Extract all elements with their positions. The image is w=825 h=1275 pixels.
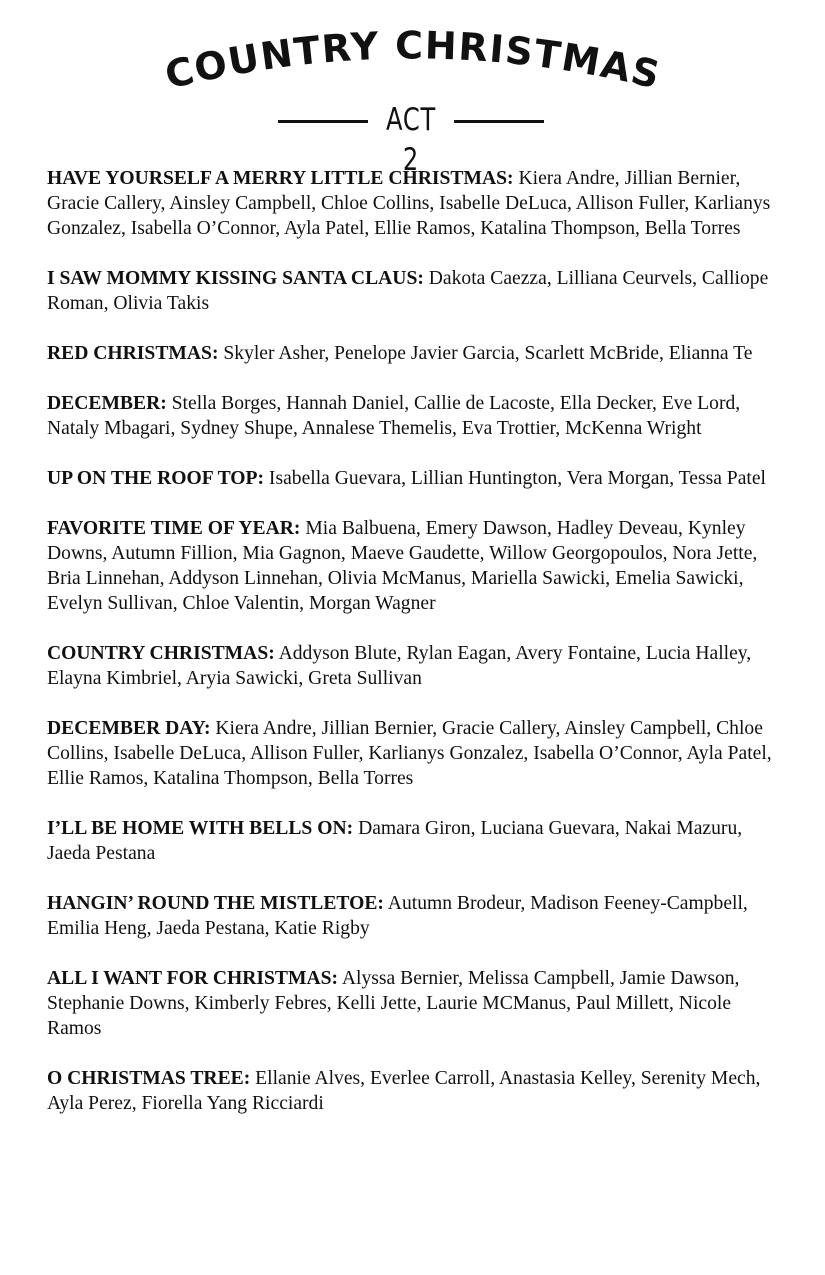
act-heading bbox=[0, 100, 825, 178]
song-cast: Stella Borges, Hannah Daniel, Callie de Lacoste, Ella Decker, Eve Lord, Nataly Mbagari, Sydney Shupe, Annalese Themelis, Eva Trottier, McKenna Wright bbox=[47, 393, 741, 439]
song-cast: Mia Balbuena, Emery Dawson, Hadley Deveau, Kynley Downs, Autumn Fillion, Mia Gagnon, Maeve Gaudette, Willow Georgopoulos, Nora Jette, Bria Linnehan, Addyson Linnehan, Olivia McManus, Mariella Sawicki, Emelia Sawicki, Evelyn Sullivan, Chloe Valentin, Morgan Wagner bbox=[47, 518, 758, 614]
song-entry bbox=[47, 266, 783, 316]
song-title: UP ON THE ROOF TOP: bbox=[47, 468, 265, 489]
song-entry bbox=[47, 341, 783, 366]
song-entry bbox=[47, 891, 783, 941]
act-label: ACT 2 bbox=[385, 102, 437, 178]
page-title bbox=[0, 0, 825, 110]
song-cast: Damara Giron, Luciana Guevara, Nakai Mazuru, Jaeda Pestana bbox=[47, 818, 743, 864]
song-cast: Isabella Guevara, Lillian Huntington, Vera Morgan, Tessa Patel bbox=[268, 468, 766, 489]
song-entry bbox=[47, 516, 783, 616]
song-entry bbox=[47, 166, 783, 241]
svg-text:COUNTRY CHRISTMAS bbox=[161, 23, 665, 97]
song-entry bbox=[47, 716, 783, 791]
page-header bbox=[0, 0, 825, 178]
song-title: I’LL BE HOME WITH BELLS ON: bbox=[47, 818, 354, 839]
song-entry bbox=[47, 966, 783, 1041]
song-title: O CHRISTMAS TREE: bbox=[47, 1068, 251, 1089]
song-list bbox=[47, 166, 783, 1141]
song-cast: Dakota Caezza, Lilliana Ceurvels, Calliope Roman, Olivia Takis bbox=[47, 268, 769, 314]
song-cast: Kiera Andre, Jillian Bernier, Gracie Callery, Ainsley Campbell, Chloe Collins, Isabelle DeLuca, Allison Fuller, Karlianys Gonzalez, Isabella O’Connor, Ayla Patel, Ellie Ramos, Katalina Thompson, Bella Torres bbox=[47, 168, 771, 239]
song-cast: Ellanie Alves, Everlee Carroll, Anastasia Kelley, Serenity Mech, Ayla Perez, Fiorella Yang Ricciardi bbox=[47, 1068, 761, 1114]
song-title: RED CHRISTMAS: bbox=[47, 343, 219, 364]
act-divider-right bbox=[454, 120, 544, 123]
song-title: HANGIN’ ROUND THE MISTLETOE: bbox=[47, 893, 384, 914]
song-entry bbox=[47, 1066, 783, 1116]
song-cast: Kiera Andre, Jillian Bernier, Gracie Callery, Ainsley Campbell, Chloe Collins, Isabelle DeLuca, Allison Fuller, Karlianys Gonzalez, Isabella O’Connor, Ayla Patel, Ellie Ramos, Katalina Thompson, Bella Torres bbox=[47, 718, 772, 789]
song-cast: Skyler Asher, Penelope Javier Garcia, Scarlett McBride, Elianna Te bbox=[223, 343, 753, 364]
song-title: HAVE YOURSELF A MERRY LITTLE CHRISTMAS: bbox=[47, 168, 514, 189]
song-entry bbox=[47, 816, 783, 866]
song-cast: Alyssa Bernier, Melissa Campbell, Jamie Dawson, Stephanie Downs, Kimberly Febres, Kelli Jette, Laurie MCManus, Paul Millett, Nicole Ramos bbox=[47, 968, 740, 1039]
act-divider-left bbox=[278, 120, 368, 123]
song-title: COUNTRY CHRISTMAS: bbox=[47, 643, 275, 664]
song-entry bbox=[47, 466, 783, 491]
song-cast: Autumn Brodeur, Madison Feeney-Campbell, Emilia Heng, Jaeda Pestana, Katie Rigby bbox=[47, 893, 748, 939]
song-title: FAVORITE TIME OF YEAR: bbox=[47, 518, 301, 539]
song-title: ALL I WANT FOR CHRISTMAS: bbox=[47, 968, 339, 989]
page-title-text: COUNTRY CHRISTMAS bbox=[160, 23, 666, 98]
song-entry bbox=[47, 641, 783, 691]
song-entry bbox=[47, 391, 783, 441]
song-title: DECEMBER: bbox=[47, 393, 167, 414]
song-cast: Addyson Blute, Rylan Eagan, Avery Fontaine, Lucia Halley, Elayna Kimbriel, Aryia Sawicki, Greta Sullivan bbox=[47, 643, 752, 689]
song-title: DECEMBER DAY: bbox=[47, 718, 211, 739]
song-title: I SAW MOMMY KISSING SANTA CLAUS: bbox=[47, 268, 424, 289]
